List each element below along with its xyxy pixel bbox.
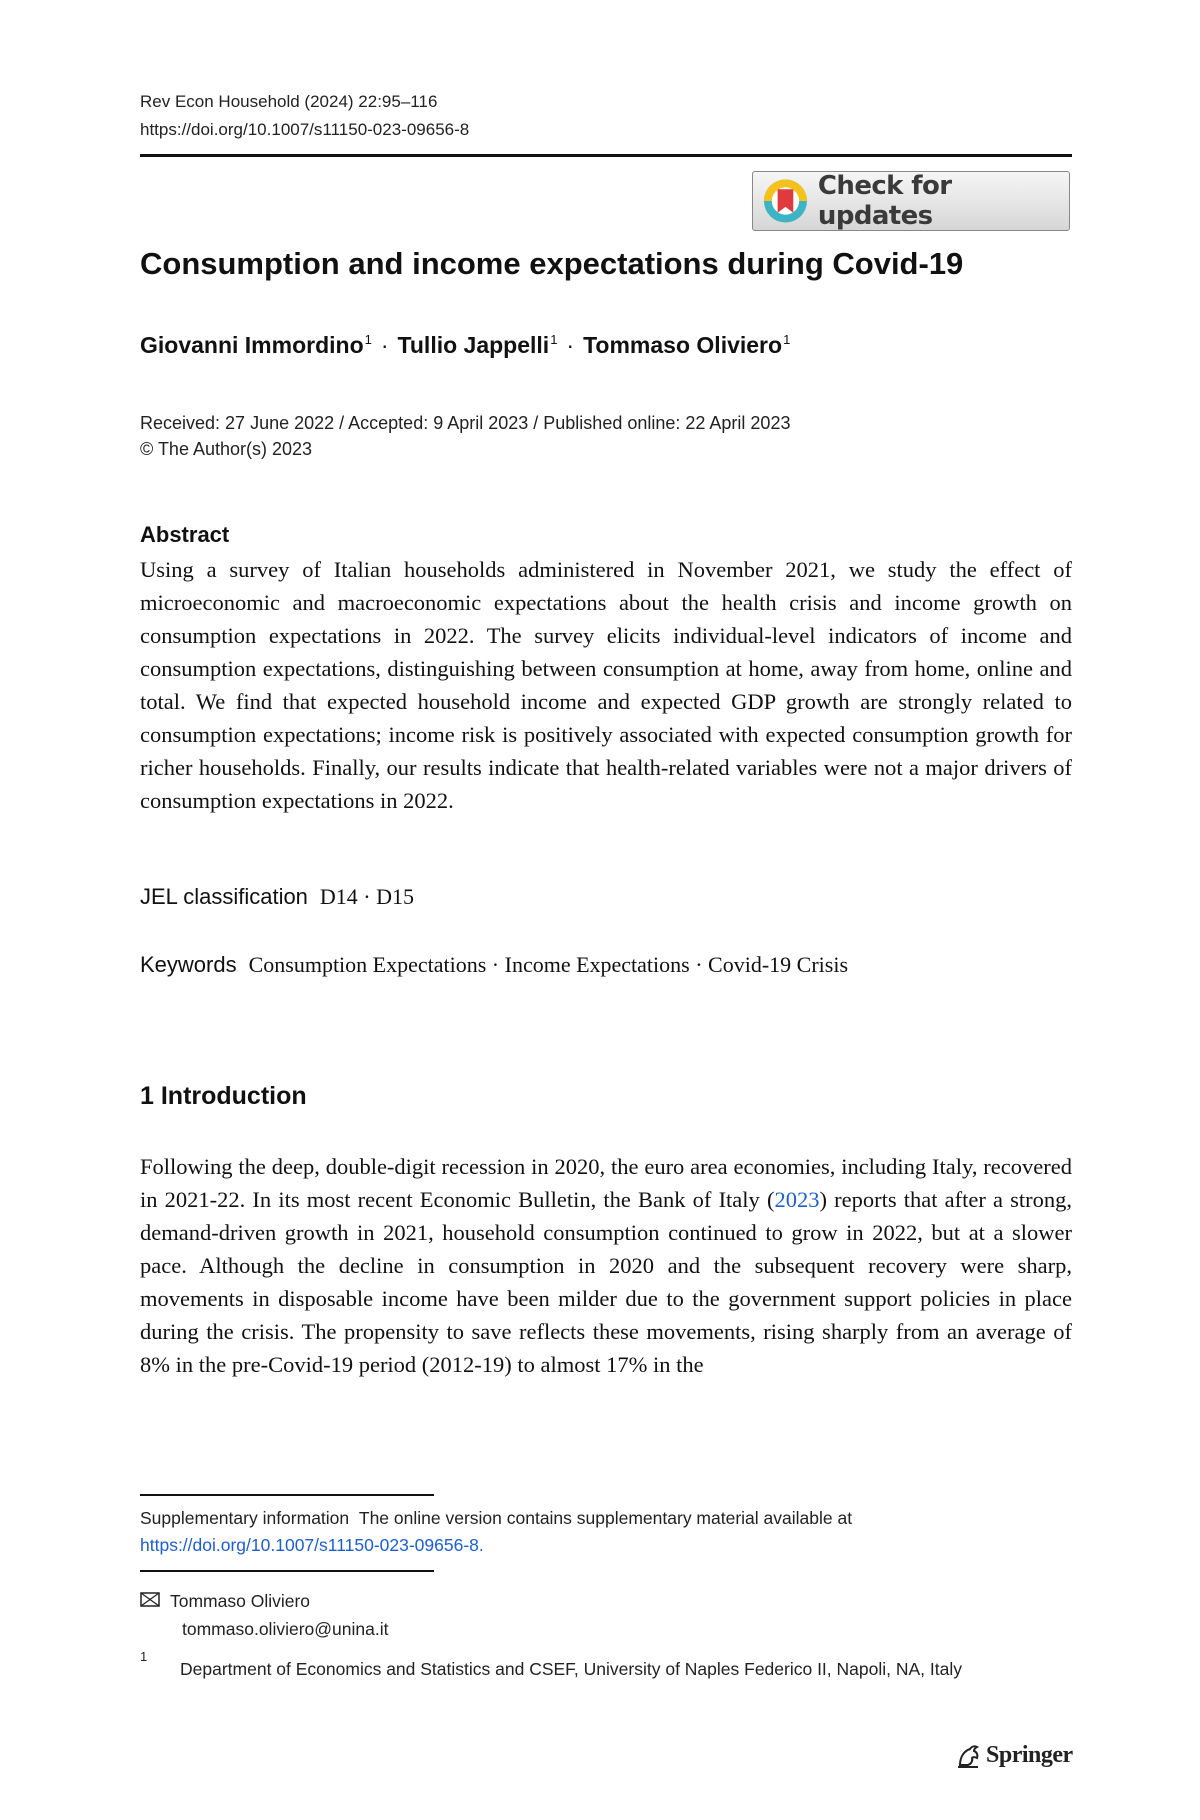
supp-label: Supplementary information bbox=[140, 1508, 350, 1528]
crossmark-icon bbox=[761, 176, 810, 226]
affiliation-number: 1 bbox=[140, 1649, 148, 1664]
check-for-updates-button[interactable] bbox=[752, 171, 1070, 231]
corresponding-author bbox=[140, 1587, 388, 1643]
affiliation-text: Department of Economics and Statistics and CSEF, University of Naples Federico II, Napoli, NA, Italy bbox=[180, 1659, 962, 1679]
intro-text-part: Following the deep, double-digit recession in 2020, the euro area economies, including Italy, recovered in 2021-22. In its most recent Economic Bulletin, the Bank of Italy ( bbox=[140, 1154, 1072, 1212]
copyright-line: © The Author(s) 2023 bbox=[140, 439, 313, 459]
corresponding-author-email[interactable]: tommaso.oliviero@unina.it bbox=[182, 1619, 389, 1639]
corresponding-author-name: Tommaso Oliviero bbox=[170, 1591, 311, 1611]
section-heading-introduction: 1 Introduction bbox=[140, 1082, 307, 1110]
footnote-rule bbox=[140, 1494, 434, 1496]
header-rule bbox=[140, 154, 1072, 157]
envelope-icon bbox=[140, 1587, 160, 1615]
author-affiliation-mark: 1 bbox=[783, 332, 791, 348]
author-name[interactable]: Tommaso Oliviero bbox=[583, 332, 783, 358]
dates-line: Received: 27 June 2022 / Accepted: 9 April 2023 / Published online: 22 April 2023 bbox=[140, 413, 791, 433]
check-for-updates-label: Check for updates bbox=[817, 171, 952, 231]
keywords bbox=[140, 952, 848, 978]
author-separator: · bbox=[566, 332, 575, 358]
publisher-name: Springer bbox=[986, 1742, 1073, 1768]
keywords-value: Consumption Expectations · Income Expectations · Covid-19 Crisis bbox=[248, 952, 849, 977]
author-list bbox=[140, 332, 790, 359]
springer-horse-icon bbox=[956, 1743, 982, 1769]
introduction-text bbox=[140, 1150, 1072, 1381]
keywords-label: Keywords bbox=[140, 952, 237, 977]
author-separator: · bbox=[380, 332, 389, 358]
supp-link[interactable]: https://doi.org/10.1007/s11150-023-09656-8. bbox=[140, 1535, 484, 1555]
jel-value: D14 · D15 bbox=[319, 884, 415, 909]
citation-link[interactable]: 2023 bbox=[774, 1187, 820, 1212]
jel-label: JEL classification bbox=[140, 884, 308, 909]
author-affiliation-mark: 1 bbox=[550, 332, 558, 348]
supp-text: The online version contains supplementary material available at bbox=[358, 1508, 853, 1528]
journal-citation: Rev Econ Household (2024) 22:95–116 bbox=[140, 92, 438, 111]
supplementary-info bbox=[140, 1505, 1072, 1559]
publisher-logo bbox=[956, 1742, 1073, 1769]
author-affiliation-mark: 1 bbox=[364, 332, 372, 348]
author-name[interactable]: Tullio Jappelli bbox=[397, 332, 550, 358]
footnote-rule bbox=[140, 1570, 434, 1572]
abstract-heading: Abstract bbox=[140, 522, 230, 547]
abstract-text: Using a survey of Italian households administered in November 2021, we study the effect of microeconomic and macroeconomic expectations about the health crisis and income growth on consumption expectations in 2022. The survey elicits individual-level indicators of income and consumption expectations, distinguishing between consumption at home, away from home, online and total. We find that expected household income and expected GDP growth are strongly related to consumption expectations; income risk is positively associated with expected consumption growth for richer households. Finally, our results indicate that health-related variables were not a major drivers of consumption expectations in 2022. bbox=[140, 557, 1072, 813]
doi-line[interactable]: https://doi.org/10.1007/s11150-023-09656-8 bbox=[140, 120, 470, 139]
publication-dates bbox=[140, 410, 790, 462]
paper-title: Consumption and income expectations during Covid-19 bbox=[140, 246, 964, 281]
author-name[interactable]: Giovanni Immordino bbox=[140, 332, 364, 358]
jel-classification bbox=[140, 884, 414, 910]
intro-text-part: ) reports that after a strong, demand-driven growth in 2021, household consumption continued to grow in 2022, but at a slower pace. Although the decline in consumption in 2020 and the subsequent recovery were sharp, movements in disposable income have been milder due to the government support policies in place during the crisis. The propensity to save reflects these movements, rising sharply from an average of 8% in the pre-Covid-19 period (2012-19) to almost 17% in the bbox=[140, 1187, 1072, 1377]
